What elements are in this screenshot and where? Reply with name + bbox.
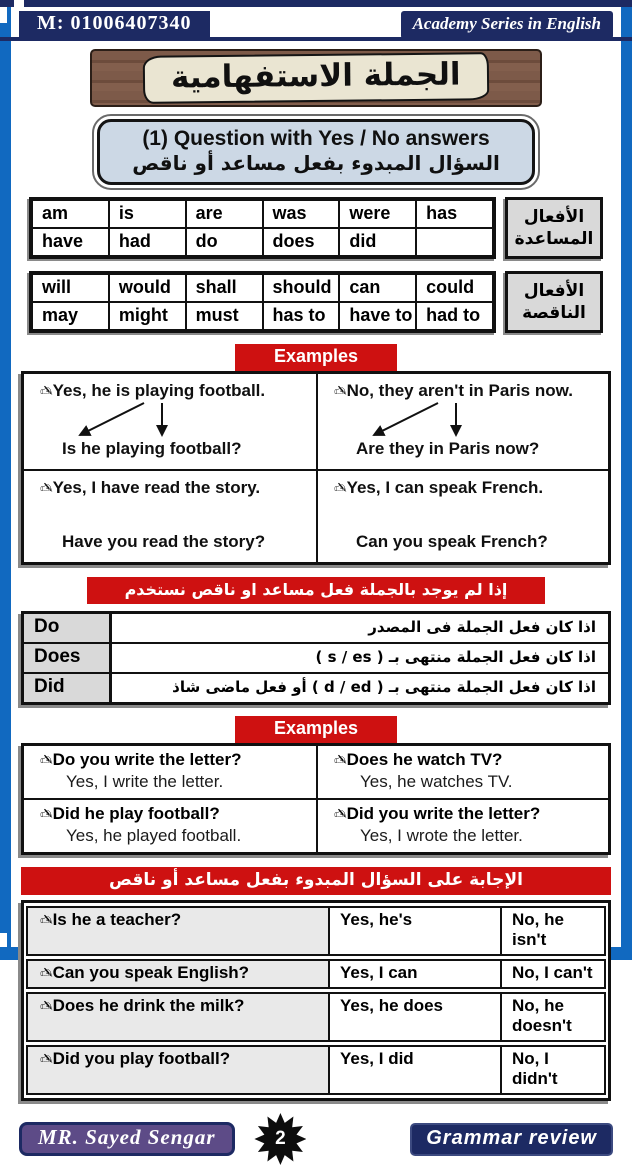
yes-answer-cell: Yes, he does — [330, 994, 502, 1040]
example-cell — [24, 798, 316, 852]
page-frame-left — [0, 0, 11, 960]
verb-cell: do — [186, 228, 263, 256]
lesson-title-arabic: السؤال المبدوء بفعل مساعد أو ناقص — [132, 151, 500, 175]
no-answer-cell: No, I can't — [512, 963, 593, 982]
example-statement: ✍Yes, he is playing football. — [40, 381, 266, 400]
example-cell — [24, 469, 316, 562]
page-title: الجملة الاستفهامية — [171, 56, 461, 96]
example-cell — [316, 798, 608, 852]
grammar-review-badge: Grammar review — [410, 1123, 613, 1156]
examples-box-1 — [21, 371, 611, 565]
examples-banner: Examples — [235, 344, 397, 371]
writing-hand-icon: ✍ — [40, 383, 53, 400]
table-row — [26, 959, 606, 989]
footer — [19, 1113, 613, 1165]
verb-cell: will — [32, 274, 109, 302]
no-answer-cell: No, I didn't — [512, 1049, 558, 1088]
example-question: ✍Do you write the letter? — [40, 750, 242, 769]
example-question: ✍Did he play football? — [40, 804, 220, 823]
verb-cell: did — [339, 228, 416, 256]
header — [19, 11, 613, 39]
example-question: Are they in Paris now? — [356, 439, 540, 458]
inversion-arrows — [364, 401, 494, 439]
examples-banner: Examples — [235, 716, 397, 743]
example-cell — [316, 746, 608, 798]
writing-hand-icon: ✍ — [40, 480, 53, 497]
verb-cell — [416, 228, 493, 256]
writing-hand-icon: ✍ — [40, 998, 53, 1015]
table-row — [24, 614, 608, 642]
inversion-arrows — [70, 401, 200, 439]
verb-cell: would — [109, 274, 186, 302]
verb-cell: should — [263, 274, 340, 302]
example-question: Is he playing football? — [62, 439, 242, 458]
example-answer: Yes, I write the letter. — [66, 772, 224, 791]
verb-cell: were — [339, 200, 416, 228]
verb-cell: was — [263, 200, 340, 228]
page-number-star — [254, 1113, 306, 1165]
spacer — [34, 498, 308, 532]
verb-cell: have — [32, 228, 109, 256]
helper-verb-rule: اذا كان فعل الجملة منتهى بـ ( s / es ) — [315, 648, 596, 666]
verb-cell: is — [109, 200, 186, 228]
auxiliary-verbs-label: الأفعال المساعدة — [505, 197, 603, 259]
table-row — [26, 992, 606, 1042]
example-cell — [24, 374, 316, 469]
answering-rule-banner: الإجابة على السؤال المبدوء بفعل مساعد أو ناقص — [21, 867, 611, 895]
spacer — [328, 498, 600, 532]
example-answer: Yes, he watches TV. — [360, 772, 513, 791]
example-cell — [316, 469, 608, 562]
example-question: Have you read the story? — [62, 532, 266, 551]
writing-hand-icon: ✍ — [334, 752, 347, 769]
auxiliary-verbs-section — [29, 197, 603, 259]
example-statement: ✍No, they aren't in Paris now. — [334, 381, 573, 400]
example-cell — [24, 746, 316, 798]
corner-step-decoration — [14, 0, 24, 7]
helper-verb: Do — [24, 614, 112, 642]
example-question: Can you speak French? — [356, 532, 548, 551]
lesson-title-box — [97, 119, 535, 185]
do-does-did-table — [21, 611, 611, 705]
series-badge: Academy Series in English — [401, 11, 613, 39]
writing-hand-icon: ✍ — [40, 752, 53, 769]
verb-cell: had to — [416, 302, 493, 330]
verb-cell: can — [339, 274, 416, 302]
no-answer-cell: No, he isn't — [512, 910, 564, 949]
writing-hand-icon: ✍ — [334, 806, 347, 823]
helper-verb: Does — [24, 644, 112, 672]
verb-cell: does — [263, 228, 340, 256]
page-content — [19, 7, 613, 1165]
no-auxiliary-rule-banner: إذا لم يوجد بالجملة فعل مساعد او ناقص نستخدم — [87, 577, 545, 604]
verb-cell: has to — [263, 302, 340, 330]
example-cell — [316, 374, 608, 469]
modal-verbs-label: الأفعال الناقصة — [505, 271, 603, 333]
answers-table — [21, 900, 611, 1101]
writing-hand-icon: ✍ — [40, 806, 53, 823]
example-question: ✍Does he watch TV? — [334, 750, 503, 769]
teacher-name-badge: MR. Sayed Sengar — [19, 1122, 235, 1156]
writing-hand-icon: ✍ — [334, 480, 347, 497]
sign-plank — [143, 52, 489, 104]
modal-verbs-section — [29, 271, 603, 333]
verb-cell: could — [416, 274, 493, 302]
table-row — [24, 642, 608, 672]
yes-answer-cell: Yes, he's — [330, 908, 502, 954]
example-statement: ✍Yes, I can speak French. — [334, 478, 544, 497]
example-answer: Yes, he played football. — [66, 826, 242, 845]
question-cell: ✍Does he drink the milk? — [28, 994, 330, 1040]
writing-hand-icon: ✍ — [40, 1051, 53, 1068]
no-answer-cell: No, he doesn't — [512, 996, 572, 1035]
table-row — [26, 906, 606, 956]
wooden-sign — [90, 49, 542, 107]
table-row — [26, 1045, 606, 1095]
helper-verb: Did — [24, 674, 112, 702]
corner-step-decoration — [0, 7, 7, 23]
page-frame-top — [0, 0, 632, 7]
corner-step-decoration — [0, 933, 7, 947]
writing-hand-icon: ✍ — [40, 912, 53, 929]
verb-cell: have to — [339, 302, 416, 330]
verb-cell: may — [32, 302, 109, 330]
examples-box-2 — [21, 743, 611, 855]
example-question: ✍Did you write the letter? — [334, 804, 541, 823]
question-cell: ✍Can you speak English? — [28, 961, 330, 987]
example-statement: ✍Yes, I have read the story. — [40, 478, 261, 497]
helper-verb-rule: اذا كان فعل الجملة فى المصدر — [368, 618, 596, 636]
verb-cell: might — [109, 302, 186, 330]
verb-cell: are — [186, 200, 263, 228]
table-row — [24, 672, 608, 702]
verb-cell: am — [32, 200, 109, 228]
example-answer: Yes, I wrote the letter. — [360, 826, 523, 845]
auxiliary-verbs-table — [29, 197, 496, 259]
helper-verb-rule: اذا كان فعل الجملة منتهى بـ ( d / ed ) أو فعل ماضى شاذ — [172, 678, 596, 696]
lesson-title-english: (1) Question with Yes / No answers — [142, 127, 490, 150]
verb-cell: has — [416, 200, 493, 228]
page-number: 2 — [275, 1128, 286, 1149]
yes-answer-cell: Yes, I did — [330, 1047, 502, 1093]
verb-cell: shall — [186, 274, 263, 302]
page-frame-right — [621, 0, 632, 960]
writing-hand-icon: ✍ — [334, 383, 347, 400]
verb-cell: must — [186, 302, 263, 330]
verb-cell: had — [109, 228, 186, 256]
yes-answer-cell: Yes, I can — [330, 961, 502, 987]
phone-badge: M: 01006407340 — [19, 11, 210, 38]
question-cell: ✍Did you play football? — [28, 1047, 330, 1093]
modal-verbs-table — [29, 271, 496, 333]
question-cell: ✍Is he a teacher? — [28, 908, 330, 954]
writing-hand-icon: ✍ — [40, 965, 53, 982]
